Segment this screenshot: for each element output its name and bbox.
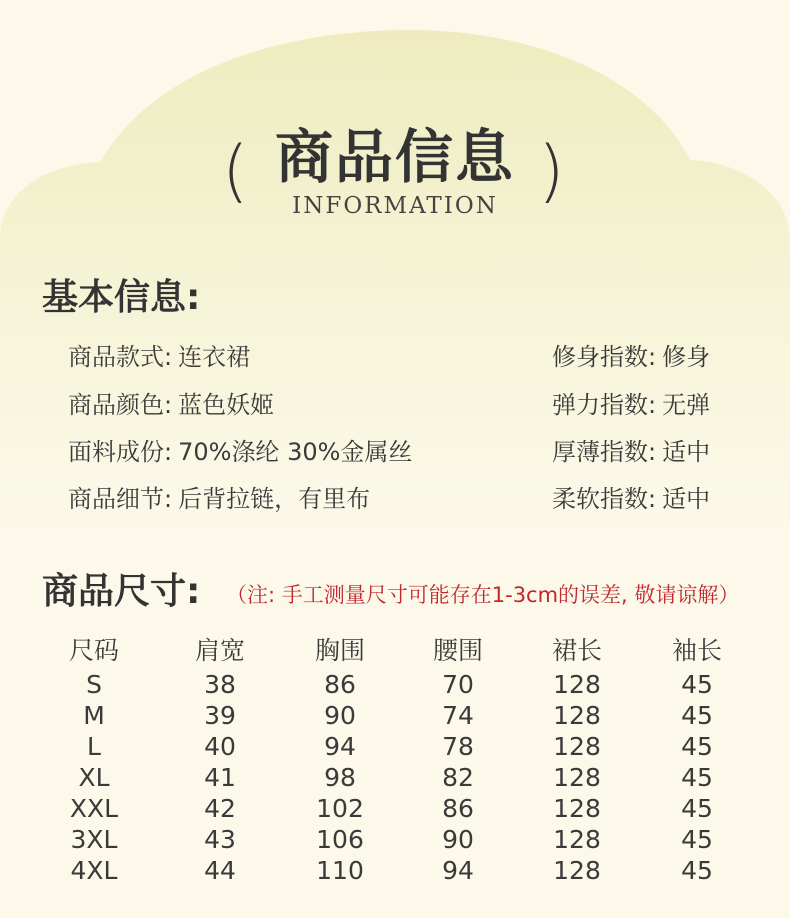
cell-shoulder: 38 xyxy=(204,670,236,699)
cell-waist: 90 xyxy=(442,825,474,854)
info-item-softness xyxy=(552,487,710,511)
cell-dress-length: 128 xyxy=(553,670,601,699)
cell-sleeve-length: 45 xyxy=(681,670,713,699)
column-header-dress-length: 裙长 xyxy=(551,636,602,665)
cell-sleeve-length: 45 xyxy=(681,732,713,761)
info-label: 商品颜色: xyxy=(68,391,173,419)
cell-bust: 94 xyxy=(324,732,356,761)
cell-waist: 74 xyxy=(442,701,474,730)
cell-bust: 86 xyxy=(324,670,356,699)
table-header-row xyxy=(0,638,790,668)
cell-sleeve-length: 45 xyxy=(681,856,713,885)
cell-size: XL xyxy=(78,763,110,792)
cell-size: 3XL xyxy=(70,825,118,854)
info-value: 连衣裙 xyxy=(178,343,251,371)
cell-size: XXL xyxy=(69,794,119,823)
cell-sleeve-length: 45 xyxy=(681,701,713,730)
right-parenthesis: ) xyxy=(538,132,565,211)
cell-shoulder: 42 xyxy=(204,794,236,823)
cell-shoulder: 43 xyxy=(204,825,236,854)
size-info-title: 商品尺寸: xyxy=(42,571,201,612)
page-title: 商品信息 xyxy=(274,123,515,191)
table-row xyxy=(0,827,790,857)
table-row xyxy=(0,734,790,764)
info-item-thickness xyxy=(552,440,710,464)
basic-info-title: 基本信息: xyxy=(42,277,201,318)
info-item-detail xyxy=(68,487,370,511)
cell-size: 4XL xyxy=(70,856,118,885)
info-label: 修身指数: xyxy=(552,343,657,371)
left-parenthesis: ( xyxy=(222,132,249,211)
column-header-shoulder: 肩宽 xyxy=(194,636,245,665)
cell-size: S xyxy=(86,670,102,699)
cell-waist: 70 xyxy=(442,670,474,699)
cell-dress-length: 128 xyxy=(553,825,601,854)
cell-size: L xyxy=(87,732,101,761)
column-header-bust: 胸围 xyxy=(314,636,365,665)
cell-sleeve-length: 45 xyxy=(681,763,713,792)
cell-waist: 78 xyxy=(442,732,474,761)
table-row xyxy=(0,672,790,702)
info-value: 适中 xyxy=(662,485,711,513)
info-value: 无弹 xyxy=(662,391,711,419)
info-value: 70%涤纶 30%金属丝 xyxy=(178,438,413,466)
cell-bust: 110 xyxy=(316,856,364,885)
info-value: 蓝色妖姬 xyxy=(178,391,275,419)
size-note: （注: 手工测量尺寸可能存在1-3cm的误差, 敬请谅解） xyxy=(226,583,740,607)
page-header xyxy=(0,0,790,240)
info-item-fabric xyxy=(68,440,412,464)
info-label: 面料成份: xyxy=(68,438,173,466)
cell-waist: 86 xyxy=(442,794,474,823)
info-label: 厚薄指数: xyxy=(552,438,657,466)
cell-shoulder: 44 xyxy=(204,856,236,885)
info-label: 柔软指数: xyxy=(552,485,657,513)
column-header-waist: 腰围 xyxy=(432,636,483,665)
page-subtitle: INFORMATION xyxy=(292,193,498,219)
cell-dress-length: 128 xyxy=(553,763,601,792)
info-item-elasticity xyxy=(552,393,710,417)
cell-shoulder: 41 xyxy=(204,763,236,792)
cell-bust: 102 xyxy=(316,794,364,823)
table-row xyxy=(0,703,790,733)
info-value: 后背拉链，有里布 xyxy=(178,485,371,513)
cell-dress-length: 128 xyxy=(553,794,601,823)
table-row xyxy=(0,796,790,826)
table-row xyxy=(0,765,790,795)
column-header-sleeve-length: 袖长 xyxy=(671,636,722,665)
info-item-style xyxy=(68,345,250,369)
cell-sleeve-length: 45 xyxy=(681,825,713,854)
cell-bust: 98 xyxy=(324,763,356,792)
info-label: 弹力指数: xyxy=(552,391,657,419)
cell-dress-length: 128 xyxy=(553,701,601,730)
info-item-color xyxy=(68,393,274,417)
info-value: 适中 xyxy=(662,438,711,466)
cell-shoulder: 39 xyxy=(204,701,236,730)
info-label: 商品款式: xyxy=(68,343,173,371)
cell-dress-length: 128 xyxy=(553,732,601,761)
cell-bust: 90 xyxy=(324,701,356,730)
cell-dress-length: 128 xyxy=(553,856,601,885)
table-row xyxy=(0,858,790,888)
cell-waist: 82 xyxy=(442,763,474,792)
cell-size: M xyxy=(83,701,105,730)
cell-waist: 94 xyxy=(442,856,474,885)
cell-shoulder: 40 xyxy=(204,732,236,761)
column-header-size: 尺码 xyxy=(68,636,119,665)
info-label: 商品细节: xyxy=(68,485,173,513)
cell-bust: 106 xyxy=(316,825,364,854)
info-value: 修身 xyxy=(662,343,711,371)
info-item-fit xyxy=(552,345,710,369)
cell-sleeve-length: 45 xyxy=(681,794,713,823)
